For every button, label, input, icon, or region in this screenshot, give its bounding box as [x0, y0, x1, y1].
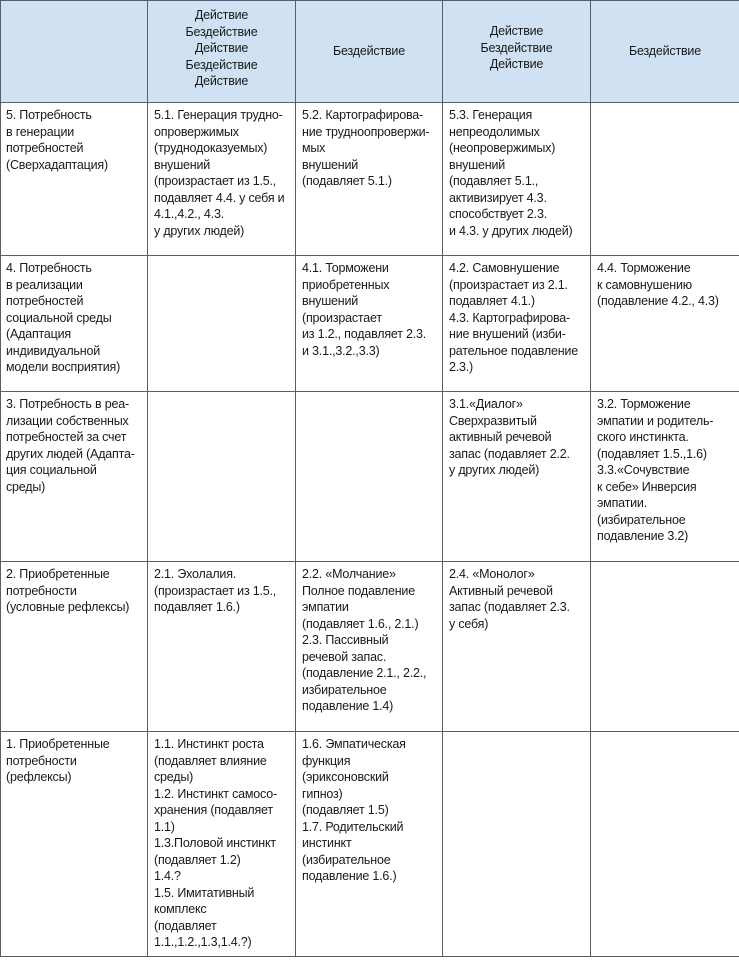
- table-cell: 3.1.«Диалог» Сверхразвитый активный речевой запас (подавляет 2.2. у других людей): [443, 392, 591, 562]
- header-cell-1: [1, 1, 148, 103]
- table-cell: 4.4. Торможение к самовнушению (подавление 4.2., 4.3): [591, 256, 739, 392]
- table-cell: 4.2. Самовнушение (произрастает из 2.1. подавляет 4.1.) 4.3. Картографирова- ние внушений (изби- рательное подавление 2.3.): [443, 256, 591, 392]
- header-cell-5: Бездействие: [591, 1, 739, 103]
- table-cell: [591, 562, 739, 732]
- table-cell: [591, 732, 739, 957]
- header-cell-4: Действие Бездействие Действие: [443, 1, 591, 103]
- table-cell: 1.6. Эмпатическая функция (эриксоновский гипноз) (подавляет 1.5) 1.7. Родительский инстинкт (избирательное подавление 1.6.): [296, 732, 443, 957]
- header-cell-3: Бездействие: [296, 1, 443, 103]
- table-cell: [148, 392, 296, 562]
- table-cell: [148, 256, 296, 392]
- table-row: [1, 732, 739, 957]
- row-label: 1. Приобретенные потребности (рефлексы): [1, 732, 148, 957]
- table-row: [1, 562, 739, 732]
- table-cell: 4.1. Торможени приобретенных внушений (произрастает из 1.2., подавляет 2.3. и 3.1.,3.2.,3.3): [296, 256, 443, 392]
- header-row: [1, 1, 739, 103]
- table-cell: 2.1. Эхолалия. (произрастает из 1.5., подавляет 1.6.): [148, 562, 296, 732]
- table-cell: [443, 732, 591, 957]
- table-cell: 2.4. «Монолог» Активный речевой запас (подавляет 2.3. у себя): [443, 562, 591, 732]
- table-cell: 2.2. «Молчание» Полное подавление эмпатии (подавляет 1.6., 2.1.) 2.3. Пассивный речевой запас. (подавление 2.1., 2.2., избирательное подавление 1.4): [296, 562, 443, 732]
- table-cell: 5.2. Картографирова- ние трудноопровержи- мых внушений (подавляет 5.1.): [296, 103, 443, 256]
- table-row: [1, 103, 739, 256]
- header-cell-2: Действие Бездействие Действие Бездействие Действие: [148, 1, 296, 103]
- table-cell: 3.2. Торможение эмпатии и родитель- ского инстинкта. (подавляет 1.5.,1.6) 3.3.«Сочувствие к себе» Инверсия эмпатии. (избирательное подавление 3.2): [591, 392, 739, 562]
- row-label: 2. Приобретенные потребности (условные рефлексы): [1, 562, 148, 732]
- table-cell: 5.1. Генерация трудно- опровержимых (труднодоказуемых) внушений (произрастает из 1.5., подавляет 4.4. у себя и 4.1.,4.2., 4.3. у других людей): [148, 103, 296, 256]
- table-cell: 5.3. Генерация непреодолимых (неопровержимых) внушений (подавляет 5.1., активизирует 4.3. способствует 2.3. и 4.3. у других людей): [443, 103, 591, 256]
- row-label: 4. Потребность в реализации потребностей социальной среды (Адаптация индивидуальной модели восприятия): [1, 256, 148, 392]
- table-row: [1, 392, 739, 562]
- table-cell: 1.1. Инстинкт роста (подавляет влияние среды) 1.2. Инстинкт самосо- хранения (подавляет 1.1) 1.3.Половой инстинкт (подавляет 1.2) 1.4.? 1.5. Имитативный комплекс (подавляет 1.1.,1.2.,1.3,1.4.?): [148, 732, 296, 957]
- row-label: 5. Потребность в генерации потребностей (Сверхадаптация): [1, 103, 148, 256]
- table-cell: [591, 103, 739, 256]
- row-label: 3. Потребность в реа- лизации собственных потребностей за счет других людей (Адапта- ция социальной среды): [1, 392, 148, 562]
- table-row: [1, 256, 739, 392]
- table-cell: [296, 392, 443, 562]
